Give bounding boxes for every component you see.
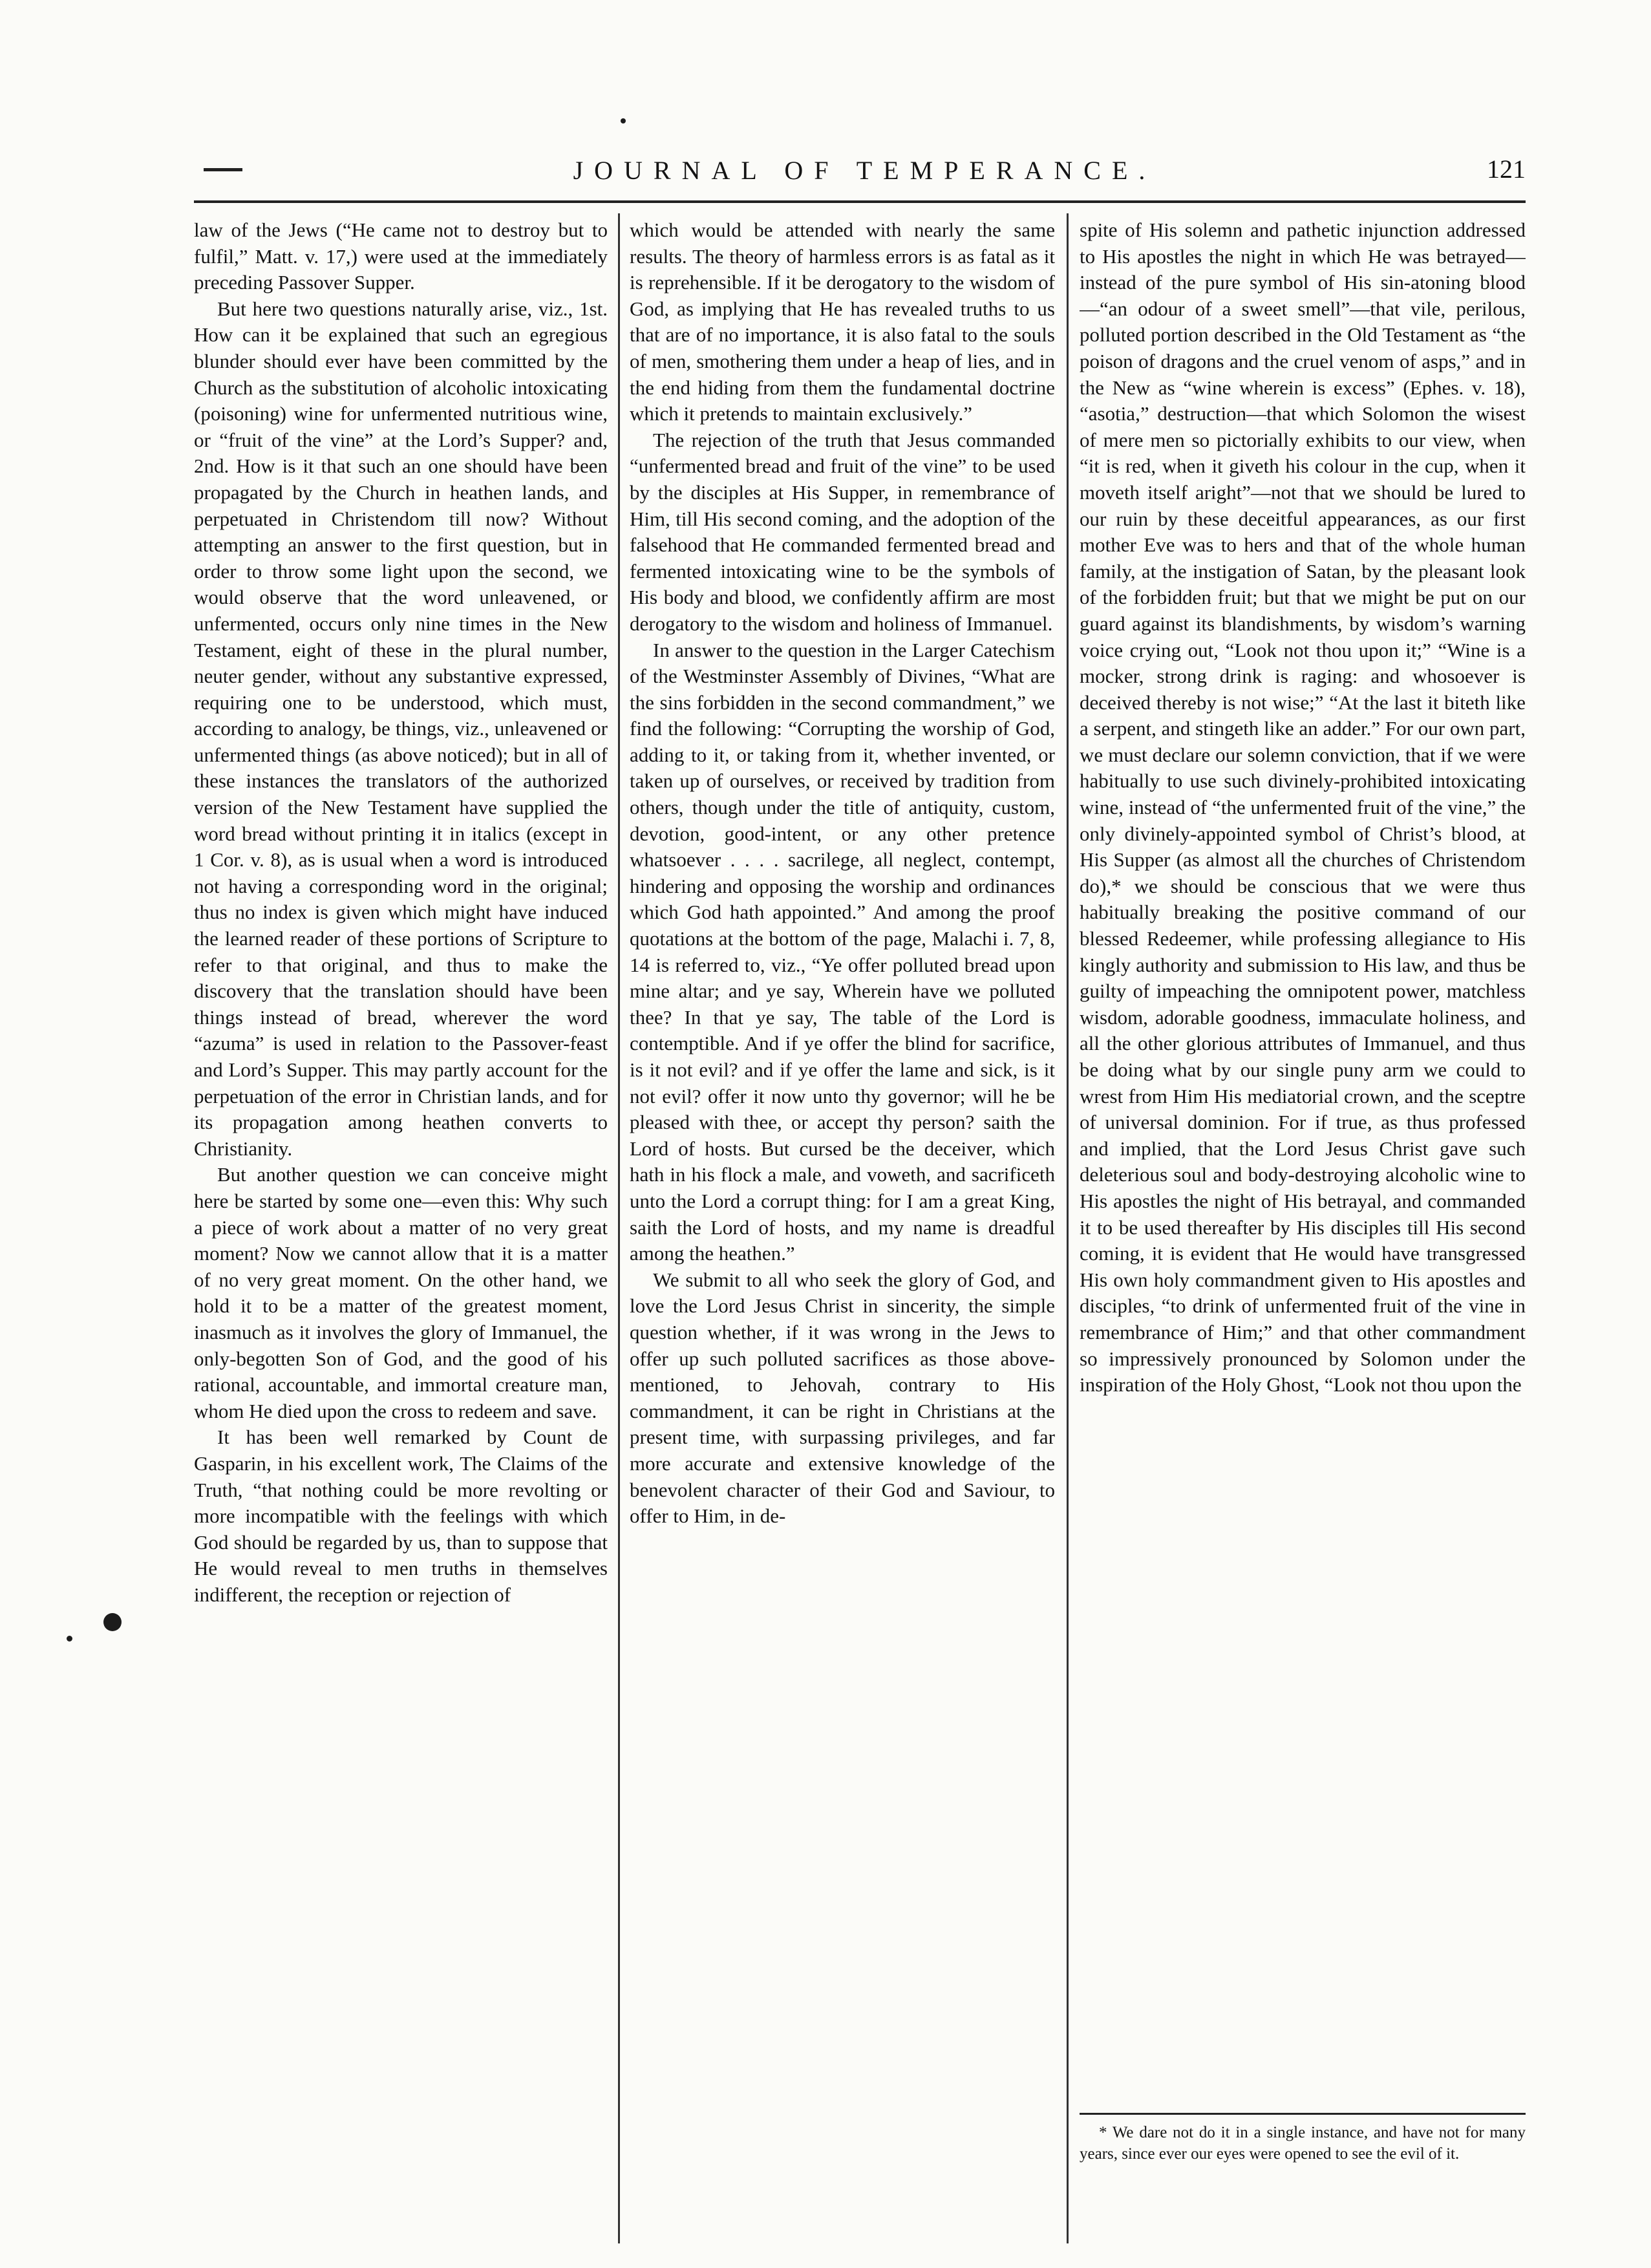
column-divider bbox=[618, 213, 620, 2243]
text-column-2 bbox=[630, 217, 1055, 2183]
page-number: 121 bbox=[1487, 155, 1526, 184]
paragraph: But another question we can conceive might here be started by some one—even this: Why such a piece of work about a matter of no very great moment? Now we cannot allow that it is a matter of no very great moment. On the other hand, we hold it to be a matter of the greatest moment, inasmuch as it involves the glory of Immanuel, the only-begotten Son of God, and the good of his rational, accountable, and immortal creature man, whom He died upon the cross to redeem and save. bbox=[194, 1163, 608, 1422]
footnote: * We dare not do it in a single instance, and have not for many years, since ever our eyes were opened to see the evil of it. bbox=[1080, 2124, 1526, 2163]
text-column-1 bbox=[194, 217, 608, 2183]
paragraph: It has been well remarked by Count de Gasparin, in his excellent work, The Claims of the Truth, “that nothing could be more revolting or more incompatible with the feelings with which God should be regarded by us, than to suppose that He would reveal to men truths in themselves indifferent, the reception or rejection of bbox=[194, 1426, 608, 1606]
header-rule bbox=[194, 200, 1526, 203]
paragraph: In answer to the question in the Larger Catechism of the Westminster Assembly of Divines, “What are the sins forbidden in the second commandment,” we find the following: “Corrupting the worship of God, adding to it, or taking from it, whether invented, or taken up of ourselves, or received by tradition from others, though under the title of antiquity, custom, devotion, good-intent, or any other pretence whatsoever . . . . sacrilege, all neglect, contempt, hindering and opposing the worship and ordinances which God hath appointed.” And among the proof quotations at the bottom of the page, Malachi i. 7, 8, 14 is referred to, viz., “Ye offer polluted bread upon mine altar; and ye say, Wherein have we polluted thee? In that ye say, The table of the Lord is contemptible. And if ye offer the blind for sacrifice, is it not evil? and if ye offer the lame and sick, is it not evil? offer it now unto thy governor; will he be pleased with thee, or accept thy person? saith the Lord of hosts. But cursed be the deceiver, which hath in his flock a male, and voweth, and sacrificeth unto the Lord a corrupt thing: for I am a great King, saith the Lord of hosts, and my name is dreadful among the heathen.” bbox=[630, 638, 1055, 1265]
running-header bbox=[204, 150, 1526, 189]
ink-speck bbox=[621, 118, 626, 123]
text-column-3 bbox=[1080, 217, 1526, 2073]
ink-blot bbox=[103, 1613, 122, 1631]
ink-speck bbox=[67, 1636, 72, 1642]
paragraph: law of the Jews (“He came not to destroy but to fulfil,” Matt. v. 17,) were used at the immediately preceding Passover Supper. bbox=[194, 219, 608, 294]
paragraph: which would be attended with nearly the same results. The theory of harmless errors is as fatal as it is reprehensible. If it be derogatory to the wisdom of God, as implying that He has revealed truths to us that are of no importance, it is also fatal to the souls of men, smothering them under a heap of lies, and in the end hiding from them the fundamental doctrine which it pretends to maintain exclusively.” bbox=[630, 219, 1055, 425]
column-divider bbox=[1067, 213, 1069, 2243]
paragraph: But here two questions naturally arise, viz., 1st. How can it be explained that such an egregious blunder should ever have been committed by the Church as the substitution of alcoholic intoxicating (poisoning) wine for unfermented nutritious wine, or “fruit of the vine” at the Lord’s Supper? and, 2nd. How is it that such an one should have been propagated by the Church in heathen lands, and perpetuated in Christendom till now? Without attempting an answer to the first question, but in order to throw some light upon the second, we would observe that the word unleavened, or unfermented, occurs only nine times in the New Testament, eight of these in the plural number, neuter gender, without any substantive expressed, requiring one to be understood, which must, according to analogy, be things, viz., unleavened or unfermented things (as above noticed); but in all of these instances the translators of the authorized version of the New Testament have supplied the word bread without printing it in italics (except in 1 Cor. v. 8), as is usual when a word is introduced not having a corresponding word in the original; thus no index is given which might have induced the learned reader of these portions of Scripture to refer to that original, and thus to make the discovery that the translation should have been things instead of bread, wherever the word “azuma” is used in relation to the Passover-feast and Lord’s Supper. This may partly account for the perpetuation of the error in Christian lands, and for its propagation among heathen converts to Christianity. bbox=[194, 297, 608, 1160]
paragraph: The rejection of the truth that Jesus commanded “unfermented bread and fruit of the vine” to be used by the disciples at His Supper, in remembrance of Him, till His second coming, and the adoption of the falsehood that He commanded fermented bread and fermented intoxicating wine to be the symbols of His body and blood, we confidently affirm are most derogatory to the wisdom and holiness of Immanuel. bbox=[630, 428, 1055, 635]
footnote-rule bbox=[1080, 2113, 1526, 2115]
paragraph: spite of His solemn and pathetic injunction addressed to His apostles the night in which He was betrayed—instead of the pure symbol of His sin-atoning blood—“an odour of a sweet smell”—that vile, perilous, polluted portion described in the Old Testament as “the poison of dragons and the cruel venom of asps,” and in the New as “wine wherein is excess” (Ephes. v. 18), “asotia,” destruction—that which Solomon the wisest of mere men so pictorially exhibits to our view, when “it is red, when it giveth his colour in the cup, when it moveth itself aright”—not that we should be lured to our ruin by these deceitful appearances, as our first mother Eve was to hers and that of the whole human family, at the instigation of Satan, by the pleasant look of the forbidden fruit; but that we might be put on our guard against its blandishments, by wisdom’s warning voice crying out, “Look not thou upon it;” “Wine is a mocker, strong drink is raging: and whosoever is deceived thereby is not wise;” “At the last it biteth like a serpent, and stingeth like an adder.” For our own part, we must declare our solemn conviction, that if we were habitually to use such divinely-prohibited intoxicating wine, instead of “the unfermented fruit of the vine,” the only divinely-appointed symbol of Christ’s blood, at His Supper (as almost all the churches of Christendom do),* we should be conscious that we were thus habitually breaking the positive command of our blessed Redeemer, while professing allegiance to His kingly authority and submission to His law, and thus be guilty of impeaching the omnipotent power, matchless wisdom, adorable goodness, immaculate holiness, and all the other glorious attributes of Immanuel, and thus be doing what by our single puny arm we could to wrest from Him His mediatorial crown, and the sceptre of universal dominion. For if true, as thus professed and implied, that the Lord Jesus Christ gave such deleterious soul and body-destroying alcoholic wine to His apostles the night of His betrayal, and commanded it to be used thereafter by His disciples till His second coming, it is evident that He would have transgressed His own holy commandment given to His apostles and disciples, “to drink of unfermented fruit of the vine in remembrance of Him;” and that other commandment so impressively pronounced by Solomon under the inspiration of the Holy Ghost, “Look not thou upon the bbox=[1080, 219, 1526, 1396]
journal-title: JOURNAL OF TEMPERANCE. bbox=[573, 156, 1156, 185]
paragraph: We submit to all who seek the glory of God, and love the Lord Jesus Christ in sincerity, the simple question whether, if it was wrong in the Jews to offer up such polluted sacrifices as those above-mentioned, to Jehovah, contrary to His commandment, it can be right in Christians at the present time, with surpassing privileges, and far more accurate and extensive knowledge of the benevolent character of their God and Saviour, to offer to Him, in de- bbox=[630, 1268, 1055, 1528]
